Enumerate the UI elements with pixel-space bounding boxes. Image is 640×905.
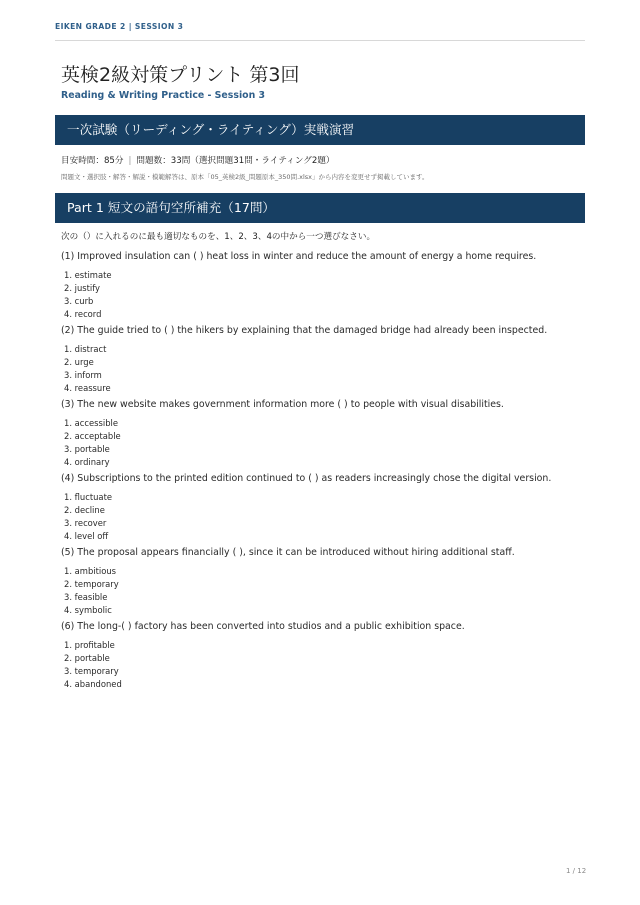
exam-question-count: 問題数：33問（選択問題31問・ライティング2題） (136, 156, 335, 166)
answer-option: 4. level off (64, 531, 109, 541)
page-subtitle: Reading & Writing Practice - Session 3 (61, 90, 266, 101)
question-text: (5) The proposal appears financially ( ), since it can be introduced without hiring additional staff. (61, 547, 515, 558)
answer-option: 4. reassure (64, 383, 111, 393)
question-item (61, 325, 585, 399)
answer-option: 2. decline (64, 505, 105, 515)
answer-option: 3. portable (64, 444, 110, 454)
instruction-text: 次の（）に入れるのに最も適切なものを、1、2、3、4の中から一つ選びなさい。 (61, 232, 376, 242)
answer-option: 2. urge (64, 357, 94, 367)
part-banner: Part 1 短文の語句空所補充（17問） (55, 193, 585, 223)
answer-option: 2. temporary (64, 579, 119, 589)
page-number: 1 / 12 (566, 867, 587, 875)
running-header: EIKEN GRADE 2 | SESSION 3 (55, 22, 184, 31)
answer-option: 4. abandoned (64, 679, 122, 689)
question-text: (4) Subscriptions to the printed edition continued to ( ) as readers increasingly chose the digital version. (61, 473, 552, 484)
option-list (61, 269, 585, 321)
answer-option: 4. record (64, 309, 102, 319)
option-list (61, 565, 585, 617)
exam-meta (61, 154, 335, 166)
meta-separator: | (128, 156, 132, 166)
question-text: (3) The new website makes government information more ( ) to people with visual disabilities. (61, 399, 504, 410)
question-item (61, 399, 585, 473)
answer-option: 3. recover (64, 518, 107, 528)
question-list (61, 251, 585, 695)
answer-option: 1. profitable (64, 640, 115, 650)
answer-option: 1. estimate (64, 270, 112, 280)
answer-option: 2. justify (64, 283, 101, 293)
question-text: (2) The guide tried to ( ) the hikers by explaining that the damaged bridge had already been inspected. (61, 325, 548, 336)
header-divider (55, 40, 585, 41)
question-text: (6) The long-( ) factory has been converted into studios and a public exhibition space. (61, 621, 465, 632)
option-list (61, 491, 585, 543)
option-list (61, 343, 585, 395)
answer-option: 1. distract (64, 344, 107, 354)
answer-option: 3. feasible (64, 592, 108, 602)
option-list (61, 639, 585, 691)
answer-option: 3. inform (64, 370, 102, 380)
answer-option: 3. temporary (64, 666, 119, 676)
answer-option: 2. acceptable (64, 431, 121, 441)
question-item (61, 547, 585, 621)
page-title: 英検2級対策プリント 第3回 (61, 64, 300, 86)
answer-option: 1. ambitious (64, 566, 116, 576)
answer-option: 2. portable (64, 653, 110, 663)
question-item (61, 251, 585, 325)
answer-option: 4. ordinary (64, 457, 110, 467)
section-banner: 一次試験（リーディング・ライティング）実戦演習 (55, 115, 585, 145)
exam-time: 目安時間：85分 (61, 156, 124, 166)
answer-option: 1. fluctuate (64, 492, 113, 502)
question-item (61, 473, 585, 547)
answer-option: 3. curb (64, 296, 94, 306)
question-item (61, 621, 585, 695)
answer-option: 1. accessible (64, 418, 118, 428)
source-note: 問題文・選択肢・解答・解説・模範解答は、原本「05_英検2級_問題原本_350問.xlsx」から内容を変更せず掲載しています。 (61, 173, 429, 181)
option-list (61, 417, 585, 469)
question-text: (1) Improved insulation can ( ) heat loss in winter and reduce the amount of energy a home requires. (61, 251, 537, 262)
answer-option: 4. symbolic (64, 605, 112, 615)
